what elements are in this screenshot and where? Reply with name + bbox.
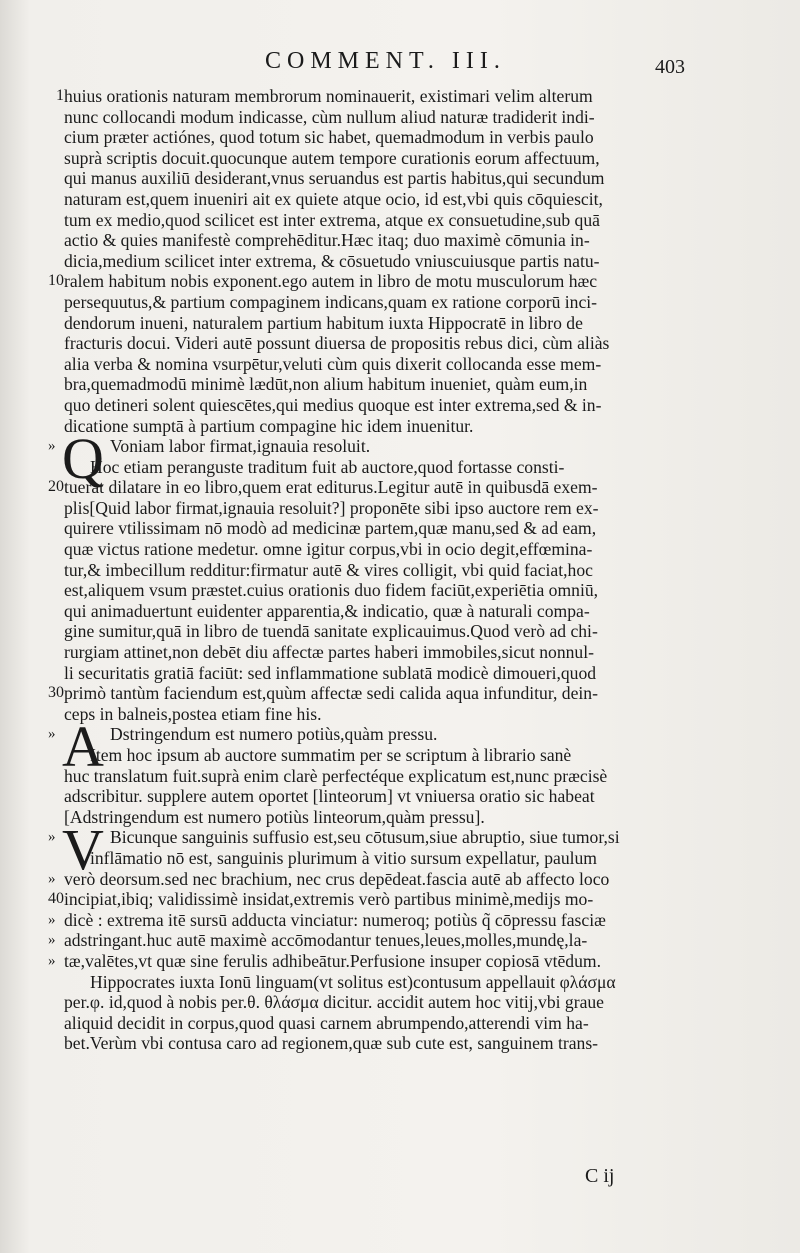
line-text: ralem habitum nobis exponent.ego autem in libro de motu musculorum hæc (64, 271, 598, 292)
line-text: bra,quemadmodū minimè lædūt,non alium habitum inueniet, quàm eum,in (64, 374, 588, 395)
text-line (0, 1013, 800, 1034)
line-number: 10 (48, 272, 64, 290)
line-text: per.φ. id,quod à nobis per.θ. θλάσμα dicitur. accidit autem hoc vitij,vbi graue (64, 992, 604, 1013)
line-text: incipiat,ibiq; validissimè insidat,extremis verò partibus minimè,medijs mo- (64, 889, 594, 910)
quotation-marker: » (48, 952, 56, 969)
line-text: quo detineri solent quiescētes,qui medius quoque est inter extrema,sed & in- (64, 394, 602, 415)
text-line (0, 518, 800, 539)
line-text: tum ex medio,quod scilicet est inter extrema, atque ex consuetudine,sub quā (64, 209, 600, 230)
line-text: huc translatum fuit.suprà enim clarè perfectéque explicatum est,nunc præcisè (64, 765, 608, 786)
text-line (0, 1033, 800, 1054)
quotation-marker: » (48, 438, 56, 455)
text-line (0, 416, 800, 437)
text-line (0, 292, 800, 313)
text-line (0, 889, 800, 910)
text-line (0, 642, 800, 663)
line-text: inflāmatio nō est, sanguinis plurimum à vitio sursum expellatur, paulum (90, 847, 597, 868)
quotation-marker: » (48, 911, 56, 928)
body-text (0, 86, 800, 1054)
line-text: alia verba & nomina vsurpētur,veluti cùm quis dixerit collocanda esse mem- (64, 353, 602, 374)
drop-cap: A (62, 714, 104, 780)
quotation-marker: » (48, 726, 56, 743)
text-line (0, 786, 800, 807)
text-line (0, 354, 800, 375)
text-line (0, 807, 800, 828)
line-text: dendorum inueni, naturalem partium habitum iuxta Hippocratē in libro de (64, 312, 583, 333)
line-text: Hippocrates iuxta Ionū linguam(vt solitus est)contusum appellauit φλάσμα (90, 971, 616, 992)
line-text: nunc collocandi modum indicasse, cùm nullum aliud naturæ tradiderit indi- (64, 106, 595, 127)
line-text: suprà scriptis docuit.quocunque autem tempore curationis eorum affectuum, (64, 147, 600, 168)
text-line (0, 560, 800, 581)
line-text: Item hoc ipsum ab auctore summatim per se scriptum à librario sanè (90, 745, 572, 765)
text-line (0, 930, 800, 951)
text-line (0, 766, 800, 787)
line-text: Dstringendum est numero potiùs,quàm pressu. (110, 724, 438, 745)
line-text: gine sumitur,quā in libro de tuendā sanitate explicauimus.Quod verò ad chi- (64, 621, 598, 642)
line-number: 1 (56, 87, 64, 104)
line-text: dicè : extrema itē sursū adducta vinciatur: numeroq; potiùs q̃ cōpressu fasciæ (64, 909, 606, 930)
text-line (0, 107, 800, 128)
text-line (0, 498, 800, 519)
drop-cap: V (62, 817, 104, 883)
drop-cap: Q (62, 426, 104, 492)
text-line (0, 992, 800, 1013)
line-text: dicatione sumptā à partium compagine hic idem inuenitur. (64, 415, 474, 436)
line-text: est,aliquem vsum præstet.cuius orationis duo fidem faciūt,experiētia omniū, (64, 580, 599, 601)
line-number: 30 (48, 684, 64, 702)
text-line (0, 704, 800, 725)
text-line (0, 848, 800, 869)
text-line (0, 477, 800, 498)
line-text: bet.Verùm vbi contusa caro ad regionem,quæ sub cute est, sanguinem trans- (64, 1033, 599, 1054)
text-line (0, 539, 800, 560)
text-line (0, 457, 800, 478)
text-line (0, 271, 800, 292)
line-text: persequutus,& partium compaginem indicans,quam ex ratione corporū inci- (64, 291, 598, 312)
text-line (0, 189, 800, 210)
line-text: li securitatis gratiā faciūt: sed inflammatione sublatā modicè dimoueri,quod (64, 662, 597, 683)
line-text: adstringant.huc autē maximè accōmodantur tenues,leues,molles,mundę,la- (64, 930, 588, 951)
text-line (0, 972, 800, 993)
text-line (0, 663, 800, 684)
text-line (0, 910, 800, 931)
text-line (0, 601, 800, 622)
line-text: actio & quies manifestè comprehēditur.Hæc itaq; duo maximè cōmunia in- (64, 230, 590, 251)
line-text: aliquid decidit in corpus,quod quasi carnem abrumpendo,atterendi vim ha- (64, 1012, 589, 1033)
line-text: primò tantùm faciendum est,quùm affectæ sedi calida aqua infunditur, dein- (64, 683, 598, 704)
text-line (0, 168, 800, 189)
line-text: adscribitur. supplere autem oportet [linteorum] vt vniuersa oratio sic habeat (64, 786, 595, 807)
line-text: [Adstringendum est numero potiùs linteorum,quàm pressu]. (64, 806, 485, 827)
text-line (0, 374, 800, 395)
line-text: tæ,valētes,vt quæ sine ferulis adhibeātur.Perfusione insuper copiosā vtēdum. (64, 950, 601, 971)
text-line (0, 333, 800, 354)
text-line (0, 395, 800, 416)
line-text: quirere vtilissimam nō modò ad medicinæ partem,quæ manu,sed & ad eam, (64, 518, 597, 539)
quotation-marker: » (48, 829, 56, 846)
running-title: COMMENT. III. (265, 48, 506, 74)
text-line (0, 621, 800, 642)
page-number: 403 (655, 56, 685, 78)
line-text: cium præter actiónes, quod totum sic habet, quemadmodum in verbis paulo (64, 127, 594, 148)
text-line (0, 210, 800, 231)
line-number: 20 (48, 478, 64, 496)
line-text: quæ victus ratione medetur. omne igitur corpus,vbi in ocio degit,effœmina- (64, 539, 593, 560)
line-text: qui animaduertunt euidenter apparentia,& indicatio, quæ à naturali compa- (64, 600, 590, 621)
text-line (0, 951, 800, 972)
line-text: dicia,medium scilicet inter extrema, & cōsuetudo vniuscuiusque partis natu- (64, 250, 600, 271)
line-text: qui manus auxiliū desiderant,vnus seruandus est partis habitus,qui secundum (64, 168, 605, 189)
signature-mark: C ij (585, 1165, 615, 1187)
text-line (0, 869, 800, 890)
running-header (0, 44, 800, 84)
text-line (0, 683, 800, 704)
line-text: Hoc etiam peranguste traditum fuit ab auctore,quod fortasse consti- (90, 456, 565, 477)
line-text: plis[Quid labor firmat,ignauia resoluit?] proponēte sibi ipso auctore rem ex- (64, 497, 599, 518)
line-text: Bicunque sanguinis suffusio est,seu cōtusum,siue abruptio, siue tumor,si (110, 827, 620, 848)
text-line (0, 148, 800, 169)
text-line (0, 580, 800, 601)
text-line (0, 251, 800, 272)
line-text: ceps in balneis,postea etiam fine his. (64, 703, 322, 724)
line-text: tur,& imbecillum redditur:firmatur autē & vires colligit, vbi quid faciat,hoc (64, 559, 593, 580)
quotation-marker: » (48, 932, 56, 949)
text-line (0, 745, 800, 766)
text-line (0, 230, 800, 251)
line-text: huius orationis naturam membrorum nominauerit, existimari velim alterum (64, 86, 593, 106)
line-text: rurgiam attinet,non debēt diu affectæ partes haberi immobiles,sicut nonnul- (64, 642, 594, 663)
text-line (0, 127, 800, 148)
text-line (0, 86, 800, 107)
quotation-marker: » (48, 870, 56, 887)
line-text: fracturis docui. Videri autē possunt diuersa de propositis rebus dici, cùm aliàs (64, 333, 610, 354)
line-text: verò deorsum.sed nec brachium, nec crus depēdeat.fascia autē ab affecto loco (64, 868, 610, 889)
line-text: tuerat dilatare in eo libro,quem erat editurus.Legitur autē in quibusdā exem- (64, 477, 598, 498)
line-text: naturam est,quem inueniri ait ex quiete atque ocio, id est,vbi quis cōquiescit, (64, 188, 603, 209)
line-number: 40 (48, 890, 64, 908)
text-line (0, 313, 800, 334)
line-text: Voniam labor firmat,ignauia resoluit. (110, 436, 371, 457)
